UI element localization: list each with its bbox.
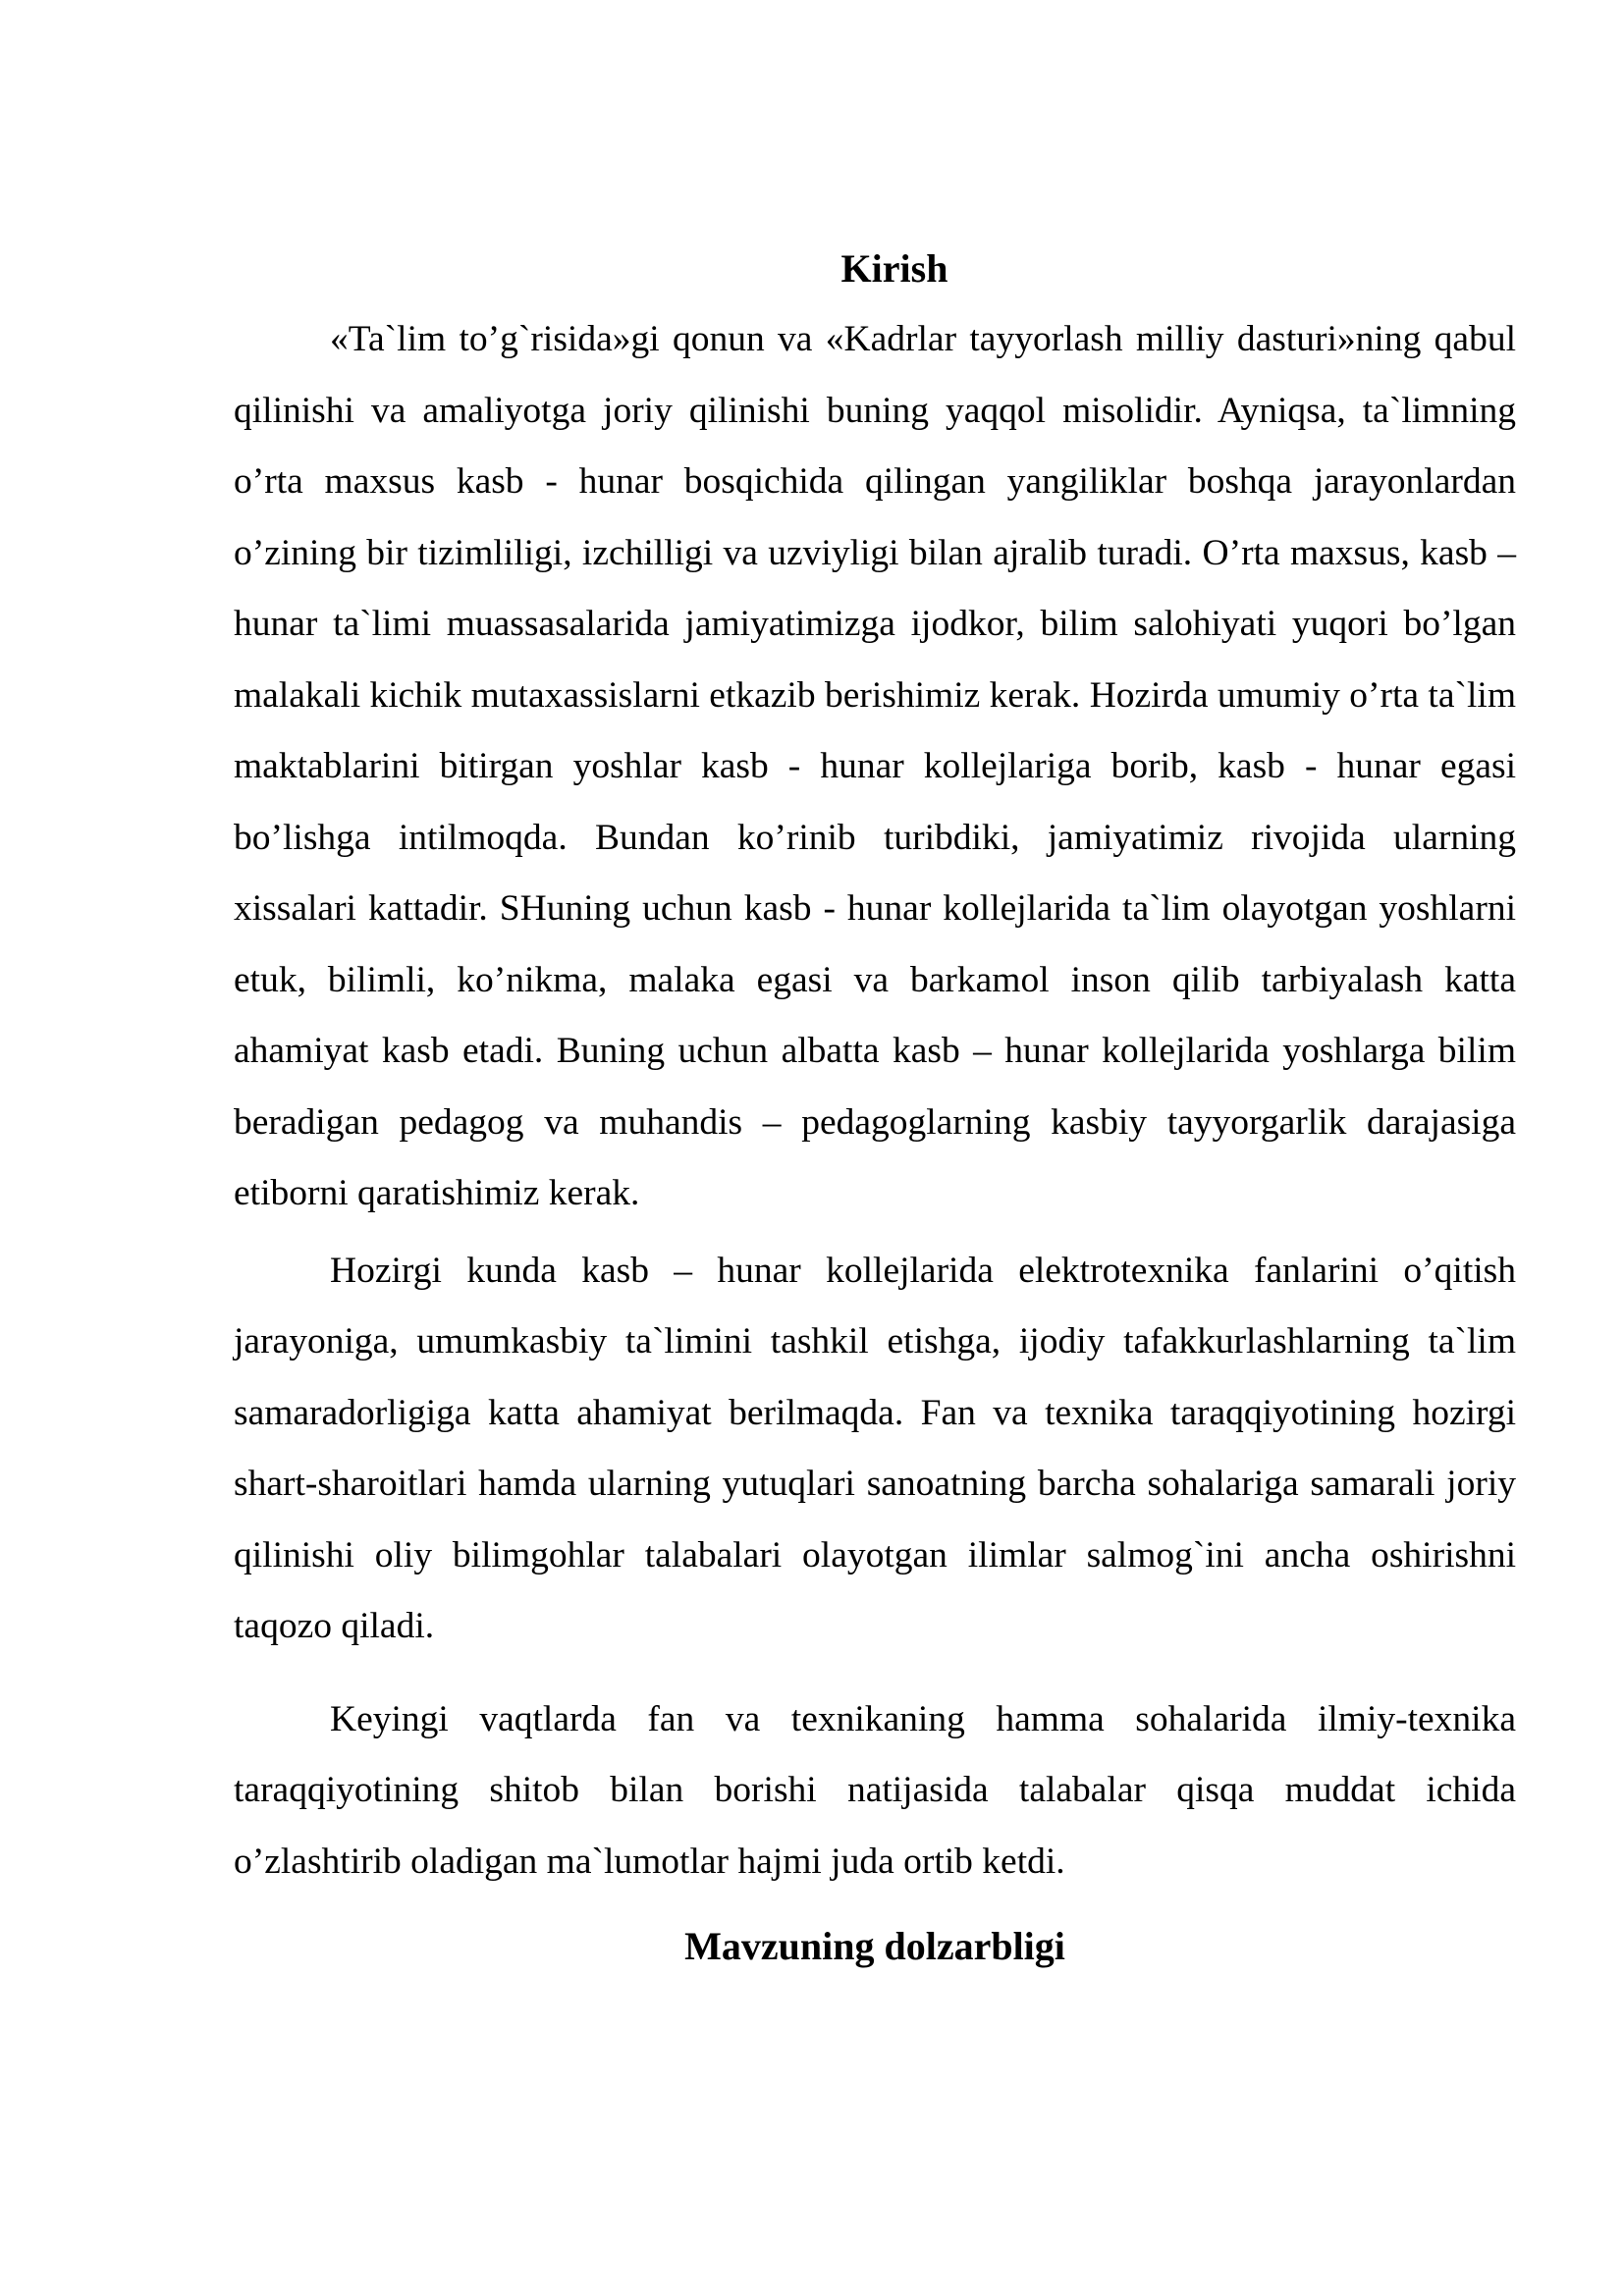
paragraph-3: Keyingi vaqtlarda fan va texnikaning hamma sohalarida ilmiy-texnika taraqqiyotining shitob bilan borishi natijasida talabalar qisqa muddat ichida o’zlashtirib oladigan ma`lumotlar hajmi juda ortib ketdi. bbox=[234, 1698, 1516, 1882]
section-heading-relevance: Mavzuning dolzarbligi bbox=[684, 1924, 1065, 1968]
paragraph-1: «Ta`lim to’g`risida»gi qonun va «Kadrlar tayyorlash milliy dasturi»ning qabul qilinishi va amaliyotga joriy qilinishi buning yaqqol misolidir. Ayniqsa, ta`limning o’rta maxsus kasb - hunar bosqichida qilingan yangiliklar boshqa jarayonlardan o’zining bir tizimliligi, izchilligi va uzviyligi bilan ajralib turadi. O’rta maxsus, kasb – hunar ta`limi muassasalarida jamiyatimizga ijodkor, bilim salohiyati yuqori bo’lgan malakali kichik mutaxassislarni etkazib berishimiz kerak. Hozirda umumiy o’rta ta`lim maktablarini bitirgan yoshlar kasb - hunar kollejlariga borib, kasb - hunar egasi bo’lishga intilmoqda. Bundan ko’rinib turibdiki, jamiyatimiz rivojida ularning xissalari kattadir. SHuning uchun kasb - hunar kollejlarida ta`lim olayotgan yoshlarni etuk, bilimli, ko’nikma, malaka egasi va barkamol inson qilib tarbiyalash katta ahamiyat kasb etadi. Buning uchun albatta kasb – hunar kollejlarida yoshlarga bilim beradigan pedagog va muhandis – pedagoglarning kasbiy tayyorgarlik darajasiga etiborni qaratishimiz kerak. bbox=[234, 319, 1516, 1213]
document-body bbox=[234, 234, 1516, 1982]
paragraph-2: Hozirgi kunda kasb – hunar kollejlarida elektrotexnika fanlarini o’qitish jarayoniga, umumkasbiy ta`limini tashkil etishga, ijodiy tafakkurlashlarning ta`lim samaradorligiga katta ahamiyat berilmaqda. Fan va texnika taraqqiyotining hozirgi shart-sharoitlari hamda ularning yutuqlari sanoatning barcha sohalariga samarali joriy qilinishi oliy bilimgohlar talabalari olayotgan ilimlar salmog`ini ancha oshirishni taqozo qiladi. bbox=[234, 1250, 1516, 1646]
section-heading-intro: Kirish bbox=[840, 246, 948, 291]
